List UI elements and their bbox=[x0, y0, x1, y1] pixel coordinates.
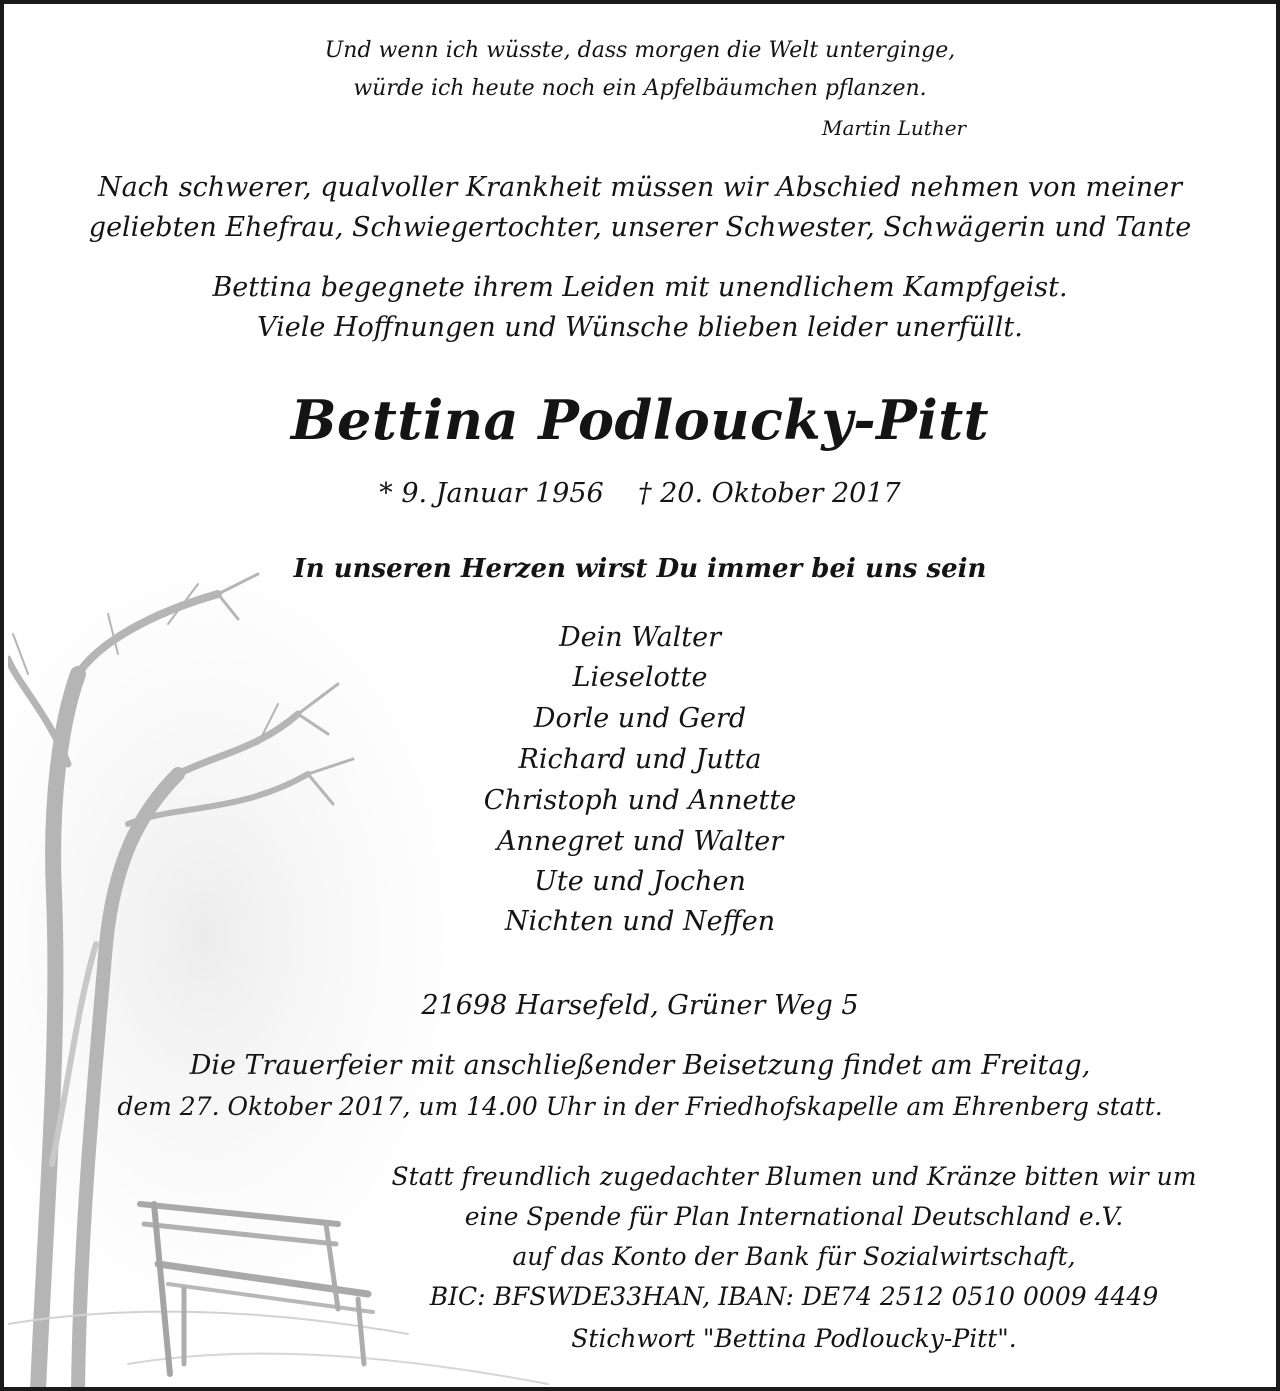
donation-line-1: Statt freundlich zugedachter Blumen und Kränze bitten wir um bbox=[391, 1162, 1197, 1191]
struggle-line-1: Bettina begegnete ihrem Leiden mit unendlichem Kampfgeist. bbox=[212, 272, 1068, 303]
mourner-1: Dein Walter bbox=[558, 622, 722, 653]
quote-author: Martin Luther bbox=[822, 116, 967, 140]
mourner-7: Ute und Jochen bbox=[534, 866, 746, 897]
deceased-name: Bettina Podloucky-Pitt bbox=[290, 388, 990, 452]
family-address: 21698 Harsefeld, Grüner Weg 5 bbox=[421, 990, 859, 1021]
donation-line-3: auf das Konto der Bank für Sozialwirtschaft, bbox=[512, 1242, 1076, 1271]
mourner-3: Dorle und Gerd bbox=[533, 703, 747, 734]
mourner-6: Annegret und Walter bbox=[496, 826, 784, 857]
mourner-2: Lieselotte bbox=[572, 662, 708, 693]
quote-line-2: würde ich heute noch ein Apfelbäumchen pflanzen. bbox=[353, 76, 927, 101]
donation-line-5: Stichwort "Bettina Podloucky-Pitt". bbox=[571, 1324, 1017, 1353]
service-line-2: dem 27. Oktober 2017, um 14.00 Uhr in der Friedhofskapelle am Ehrenberg statt. bbox=[117, 1092, 1163, 1121]
service-line-1: Die Trauerfeier mit anschließender Beisetzung findet am Freitag, bbox=[189, 1050, 1091, 1081]
memorial-motto: In unseren Herzen wirst Du immer bei uns sein bbox=[293, 554, 987, 584]
intro-line-2: geliebten Ehefrau, Schwiegertochter, unserer Schwester, Schwägerin und Tante bbox=[88, 212, 1192, 243]
death-date: † 20. Oktober 2017 bbox=[638, 478, 901, 509]
mourner-4: Richard und Jutta bbox=[518, 744, 762, 775]
intro-line-1: Nach schwerer, qualvoller Krankheit müssen wir Abschied nehmen von meiner bbox=[97, 172, 1183, 203]
quote-line-1: Und wenn ich wüsste, dass morgen die Welt unterginge, bbox=[324, 38, 956, 63]
donation-line-4: BIC: BFSWDE33HAN, IBAN: DE74 2512 0510 0009 4449 bbox=[429, 1282, 1159, 1311]
mourner-8: Nichten und Neffen bbox=[504, 906, 776, 937]
mourner-5: Christoph und Annette bbox=[483, 785, 797, 816]
life-dates bbox=[4, 478, 1276, 509]
birth-date: * 9. Januar 1956 bbox=[379, 478, 604, 509]
struggle-line-2: Viele Hoffnungen und Wünsche blieben leider unerfüllt. bbox=[257, 312, 1023, 343]
donation-line-2: eine Spende für Plan International Deutschland e.V. bbox=[464, 1202, 1124, 1231]
